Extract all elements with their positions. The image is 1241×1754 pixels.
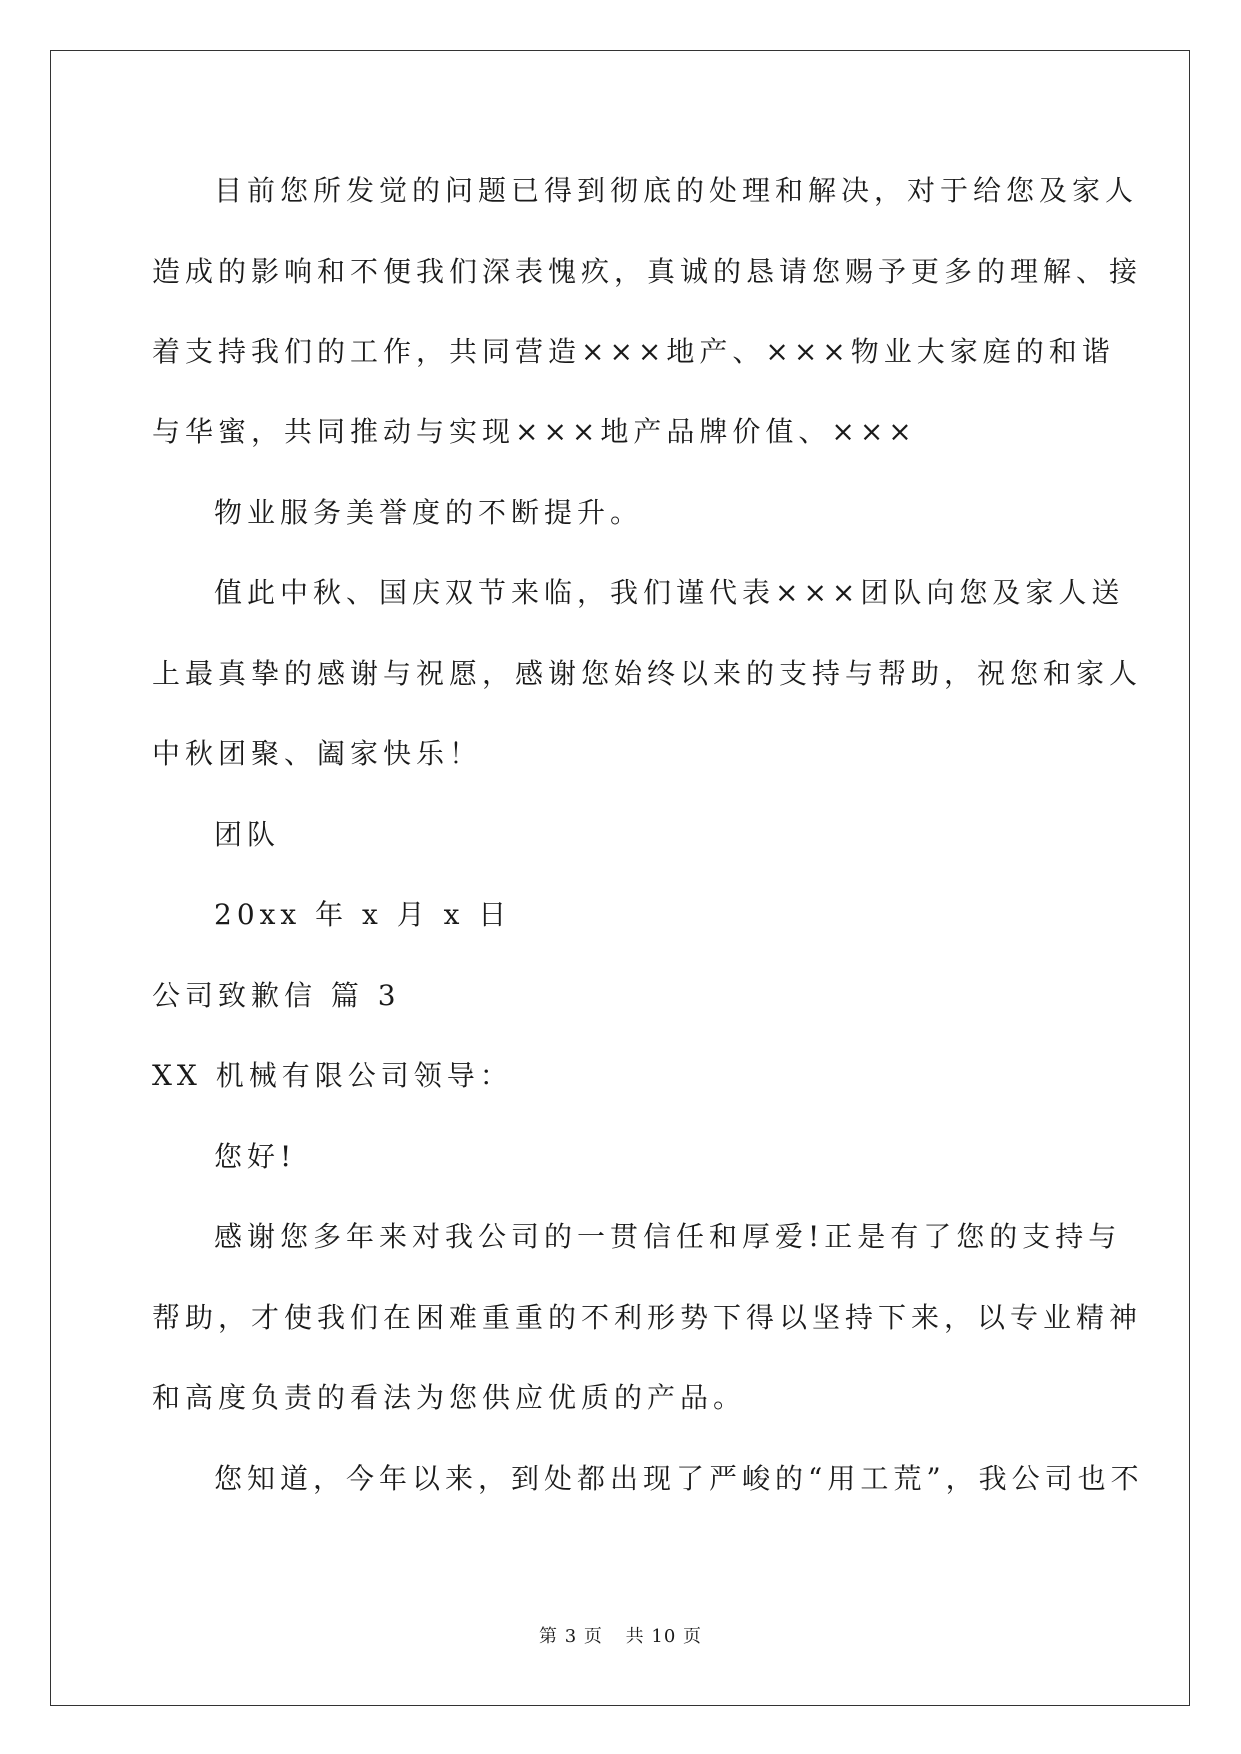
paragraph-line: 着支持我们的工作，共同营造×××地产、×××物业大家庭的和谐 [152,335,1115,368]
signature-team: 团队 [214,818,281,851]
salutation: XX 机械有限公司领导： [152,1059,513,1092]
paragraph-line: 帮助，才使我们在困难重重的不利形势下得以坚持下来，以专业精神 [152,1301,1143,1334]
paragraph-line: 和高度负责的看法为您供应优质的产品。 [152,1381,747,1414]
paragraph-line: 您知道，今年以来，到处都出现了严峻的“用工荒”，我公司也不 [214,1462,1144,1495]
greeting: 您好! [214,1140,297,1173]
paragraph-line: 与华蜜，共同推动与实现×××地产品牌价值、××× [152,415,917,448]
paragraph-line: 感谢您多年来对我公司的一贯信任和厚爱!正是有了您的支持与 [214,1220,1122,1253]
paragraph-line: 中秋团聚、阖家快乐！ [152,737,483,770]
paragraph-line: 值此中秋、国庆双节来临，我们谨代表×××团队向您及家人送 [214,576,1125,609]
paragraph-line: 物业服务美誉度的不断提升。 [214,496,644,529]
section-heading: 公司致歉信 篇 3 [152,979,401,1012]
signature-date: 20xx 年 x 月 x 日 [214,898,512,931]
paragraph-line: 上最真挚的感谢与祝愿，感谢您始终以来的支持与帮助，祝您和家人 [152,657,1143,690]
paragraph-line: 造成的影响和不便我们深表愧疚，真诚的恳请您赐予更多的理解、接 [152,255,1143,288]
page-border [50,50,1190,1706]
page-number-total: 共 10 页 [625,1626,702,1647]
paragraph-line: 目前您所发觉的问题已得到彻底的处理和解决，对于给您及家人 [214,174,1139,207]
page-footer [0,1622,1241,1648]
page-number-current: 第 3 页 [539,1626,603,1647]
